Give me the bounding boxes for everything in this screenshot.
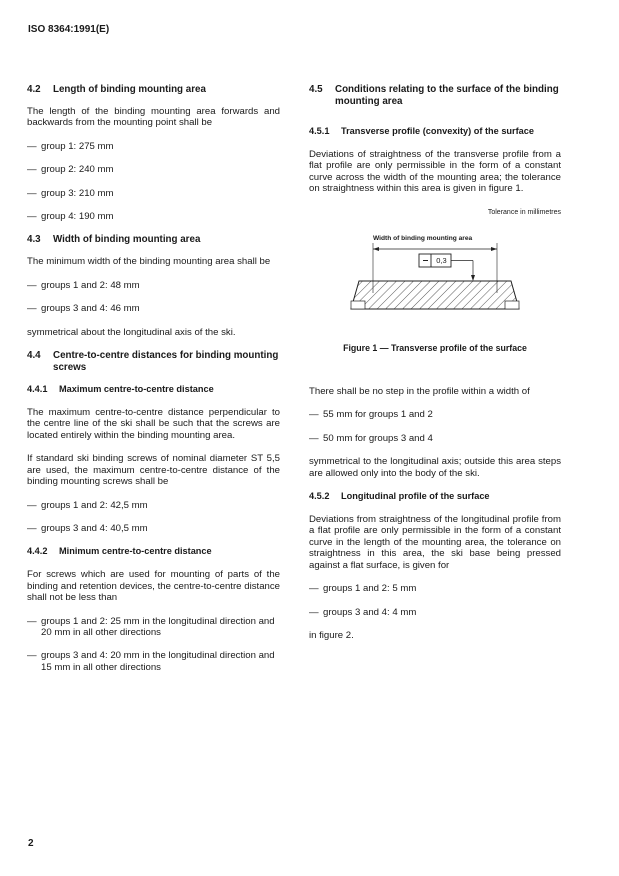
section-4-3-heading: 4.3 Width of binding mounting area (27, 234, 201, 246)
section-4-5-2-outro: in figure 2. (309, 629, 354, 641)
page-number: 2 (28, 838, 34, 849)
list-item: — groups 3 and 4: 20 mm in the longitudinal direction and 15 mm in all other directions (27, 650, 275, 673)
section-4-4-1-para1: The maximum centre-to-centre distance perpendicular to the centre line of the ski shall be such that the screws are located entirely within the binding mounting area. (27, 407, 280, 441)
list-item: — group 1: 275 mm (27, 140, 114, 152)
section-4-2-heading: 4.2 Length of binding mounting area (27, 84, 206, 95)
section-4-3-intro: The minimum width of the binding mounting area shall be (27, 256, 271, 268)
section-4-5-1-para: Deviations of straightness of the transverse profile from a flat profile are only permissible in the form of a constant curve across the width of the mounting area; the tolerance on straightness within this area is given in figure 1. (309, 149, 561, 195)
tolerance-value: 0,3 (436, 255, 447, 265)
list-item: — groups 1 and 2: 48 mm (27, 279, 140, 291)
transverse-profile-diagram (309, 207, 561, 337)
section-4-5-1-heading: 4.5.1 Transverse profile (convexity) of the surface (309, 126, 535, 136)
step-intro: There shall be no step in the profile within a width of (309, 386, 530, 398)
section-4-5-heading: 4.5 Conditions relating to the surface of the binding mounting area (309, 84, 559, 107)
section-4-2-intro: The length of the binding mounting area forwards and backwards from the mounting point shall be (27, 106, 280, 129)
right-column (309, 84, 561, 653)
left-column (27, 84, 280, 685)
list-item: — groups 3 and 4: 46 mm (27, 303, 140, 315)
section-4-4-2-intro: For screws which are used for mounting of parts of the binding and retention devices, the centre-to-centre distance shall not be less than (27, 569, 280, 604)
section-4-4-heading: 4.4 Centre-to-centre distances for binding mounting screws (27, 350, 279, 374)
list-item: — 50 mm for groups 3 and 4 (309, 432, 433, 444)
section-4-3-outro: symmetrical about the longitudinal axis of the ski. (27, 326, 236, 338)
document-header: ISO 8364:1991(E) (28, 24, 110, 35)
list-item: — groups 1 and 2: 5 mm (309, 583, 417, 595)
section-4-4-1-para2: If standard ski binding screws of nominal diameter ST 5,5 are used, the maximum centre-to-centre distance of the binding mounting screws shall be (27, 453, 280, 488)
section-4-5-2-heading: 4.5.2 Longitudinal profile of the surface (309, 491, 490, 502)
figure-1 (309, 207, 561, 337)
section-4-4-2-heading: 4.4.2 Minimum centre-to-centre distance (27, 546, 212, 557)
list-item: — 55 mm for groups 1 and 2 (309, 409, 433, 421)
step-outro: symmetrical to the longitudinal axis; outside this area steps are allowed only into the body of the ski. (309, 456, 561, 479)
section-4-4-1-heading: 4.4.1 Maximum centre-to-centre distance (27, 384, 214, 395)
figure-1-caption: Figure 1 — Transverse profile of the surface (343, 342, 527, 353)
list-item: — groups 3 and 4: 4 mm (309, 606, 417, 618)
list-item: — group 4: 190 mm (27, 211, 114, 223)
section-4-5-2-para: Deviations from straightness of the longitudinal profile from a flat profile are only permissible in the form of a constant curve in the length of the mounting area, the tolerance on straightness in this area, the ski base being pressed against a flat surface, is given for (309, 514, 561, 571)
list-item: — groups 1 and 2: 42,5 mm (27, 499, 148, 511)
list-item: — group 3: 210 mm (27, 187, 114, 199)
ski-cross-section (351, 281, 519, 309)
list-item: — groups 3 and 4: 40,5 mm (27, 522, 148, 534)
list-item: — groups 1 and 2: 25 mm in the longitudinal direction and 20 mm in all other directions (27, 615, 275, 638)
width-label: Width of binding mounting area (373, 234, 473, 242)
figure-tolerance-note: Tolerance in millimetres (487, 208, 561, 216)
list-item: — group 2: 240 mm (27, 164, 114, 176)
